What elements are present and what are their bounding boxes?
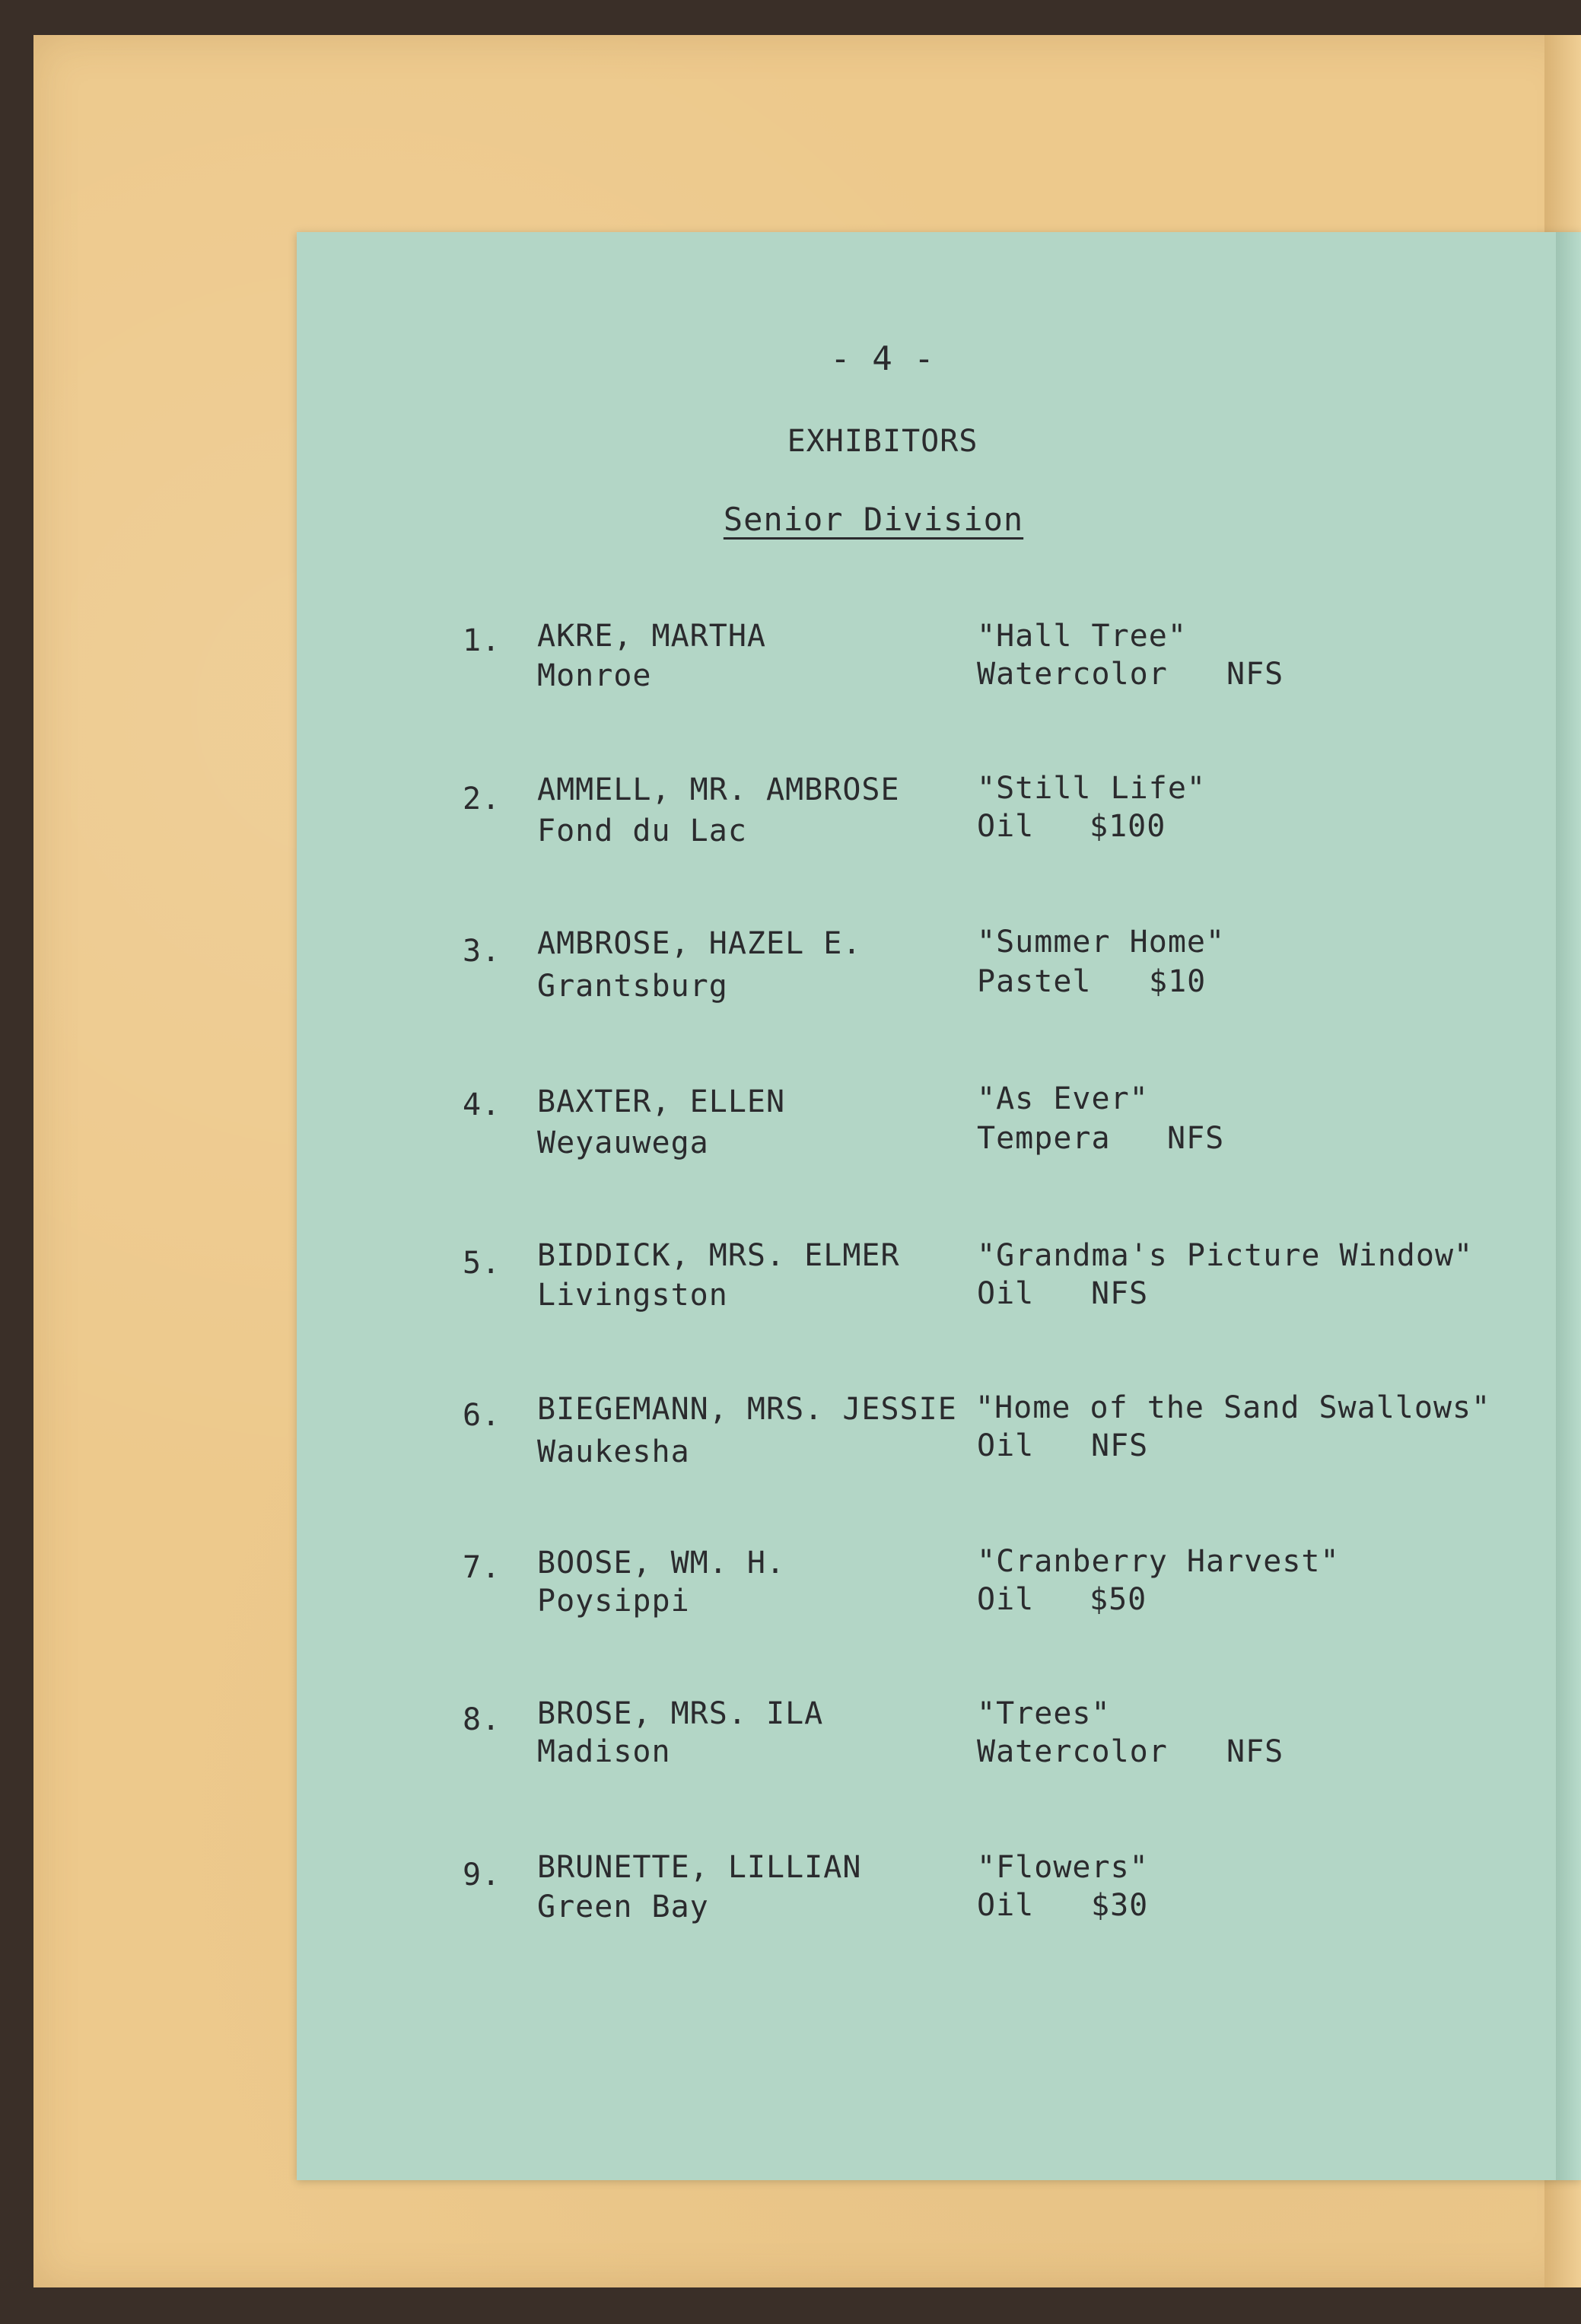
exhibitor-name: BIEGEMANN, MRS. JESSIE (537, 1392, 957, 1427)
artwork-price: NFS (1091, 1276, 1149, 1311)
artwork-title: "Grandma's Picture Window" (977, 1238, 1474, 1273)
exhibitor-town: Monroe (537, 658, 652, 693)
exhibitor-town: Poysippi (537, 1584, 690, 1619)
artwork-price: NFS (1226, 1734, 1284, 1769)
exhibitor-town: Livingston (537, 1278, 728, 1313)
artwork-medium: Oil (977, 1582, 1035, 1617)
exhibitor-town: Green Bay (537, 1889, 709, 1924)
artwork-price: NFS (1167, 1121, 1225, 1156)
artwork-title: "Trees" (977, 1696, 1111, 1731)
artwork-medium: Oil (977, 1428, 1035, 1463)
artwork-medium: Tempera (977, 1121, 1111, 1156)
division-subheading: Senior Division (723, 501, 1024, 538)
page-number: - 4 - (830, 339, 935, 378)
exhibitor-town: Madison (537, 1734, 671, 1769)
artwork-title: "Summer Home" (977, 925, 1226, 960)
artwork-medium: Watercolor (977, 657, 1168, 692)
artwork-price: $30 (1091, 1888, 1149, 1923)
artwork-title: "Cranberry Harvest" (977, 1544, 1340, 1579)
exhibitor-town: Weyauwega (537, 1125, 709, 1160)
artwork-title: "Flowers" (977, 1850, 1149, 1885)
artwork-medium: Pastel (977, 964, 1092, 999)
artwork-title: "Hall Tree" (977, 619, 1187, 654)
artwork-medium: Watercolor (977, 1734, 1168, 1769)
artwork-price: $10 (1149, 964, 1207, 999)
artwork-title: "Still Life" (977, 771, 1206, 806)
artwork-price: $50 (1090, 1582, 1147, 1617)
exhibitor-name: AMBROSE, HAZEL E. (537, 926, 862, 961)
exhibitor-name: BAXTER, ELLEN (537, 1084, 786, 1119)
entry-number: 1. (463, 623, 501, 658)
artwork-title: "Home of the Sand Swallows" (975, 1390, 1491, 1425)
entry-number: 6. (463, 1398, 501, 1433)
exhibitor-name: AMMELL, MR. AMBROSE (537, 772, 900, 807)
artwork-medium: Oil (977, 1276, 1035, 1311)
entry-number: 7. (463, 1550, 501, 1585)
exhibitor-name: BROSE, MRS. ILA (537, 1696, 824, 1731)
page-heading: EXHIBITORS (787, 424, 978, 459)
exhibitor-town: Grantsburg (537, 969, 728, 1004)
artwork-medium: Oil (977, 1888, 1035, 1923)
entry-number: 9. (463, 1858, 501, 1893)
entry-number: 5. (463, 1246, 501, 1281)
entry-number: 4. (463, 1087, 501, 1122)
exhibitor-town: Waukesha (537, 1434, 690, 1469)
artwork-price: $100 (1090, 809, 1166, 844)
artwork-price: NFS (1226, 657, 1284, 692)
exhibitor-name: AKRE, MARTHA (537, 619, 766, 654)
exhibitor-name: BRUNETTE, LILLIAN (537, 1850, 862, 1885)
entry-number: 3. (463, 934, 501, 969)
entry-number: 8. (463, 1702, 501, 1737)
exhibitor-town: Fond du Lac (537, 813, 747, 848)
entry-number: 2. (463, 782, 501, 817)
exhibitor-name: BIDDICK, MRS. ELMER (537, 1238, 900, 1273)
artwork-price: NFS (1091, 1428, 1149, 1463)
artwork-title: "As Ever" (977, 1081, 1149, 1116)
exhibitor-name: BOOSE, WM. H. (537, 1546, 786, 1581)
page-edge (1556, 232, 1581, 2180)
artwork-medium: Oil (977, 809, 1035, 844)
